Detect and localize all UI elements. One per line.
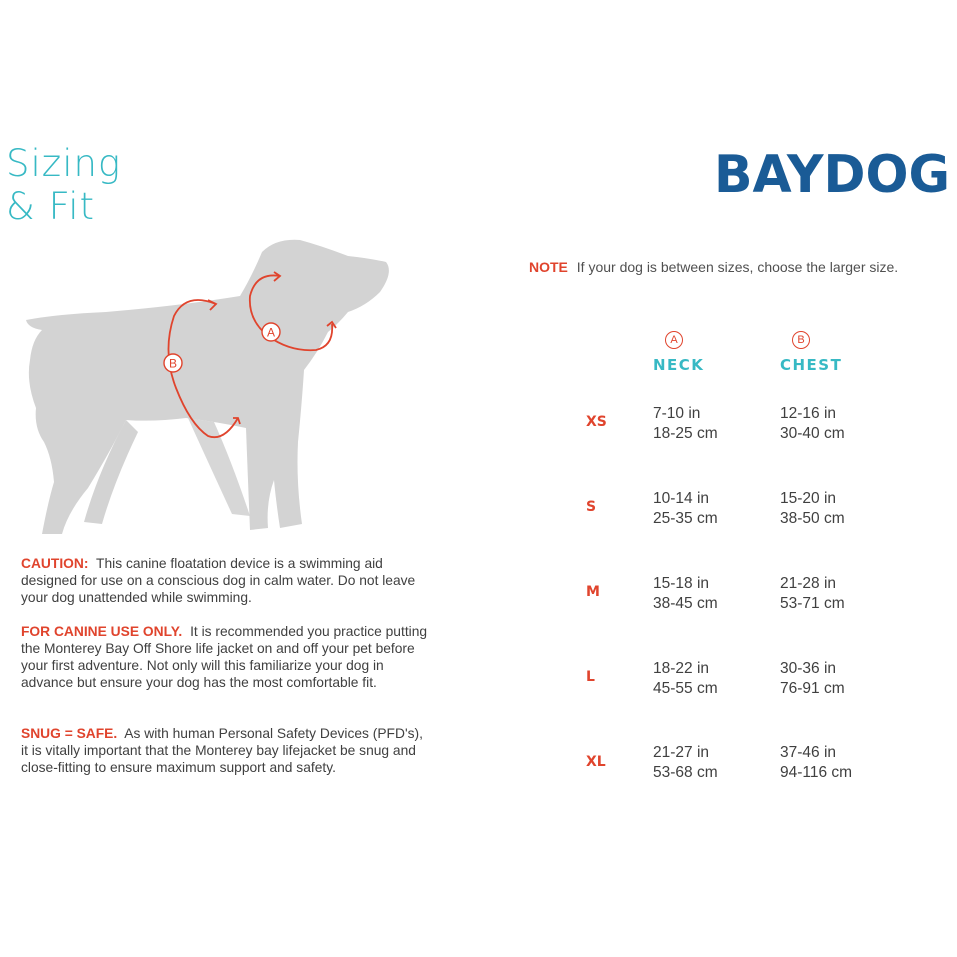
baydog-logo	[714, 146, 952, 200]
canine-use-text: It is recommended you practice putting the Monterey Bay Off Shore life jacket on and off your pet before your first adventure. Not only will this familiarize your dog in advance but ensure your dog has the most comfortable fit.	[21, 624, 428, 690]
neck-xl-in: 21-27 in	[653, 744, 710, 761]
snug-label: SNUG = SAFE.	[21, 726, 118, 741]
canine-use-paragraph	[21, 623, 431, 691]
chest-xl-in: 37-46 in	[780, 744, 837, 761]
marker-b-label: B	[168, 356, 178, 371]
chest-m	[780, 574, 845, 614]
chest-l	[780, 659, 845, 699]
chest-xl-cm: 94-116 cm	[780, 764, 853, 781]
title-line-2: & Fit	[6, 185, 95, 228]
logo-wordmark: BAYDOG	[714, 146, 950, 200]
chest-l-in: 30-36 in	[780, 660, 837, 677]
column-header-chest	[780, 331, 842, 374]
column-header-neck	[653, 331, 704, 374]
neck-l	[653, 659, 718, 699]
size-label-xs: XS	[586, 414, 607, 430]
size-label-l: L	[586, 669, 595, 685]
size-label-xl: XL	[586, 754, 606, 770]
neck-m	[653, 574, 718, 614]
page-title	[6, 142, 121, 228]
chest-xl	[780, 743, 852, 783]
note-text: If your dog is between sizes, choose the larger size.	[576, 259, 899, 275]
neck-xs	[653, 404, 718, 444]
chest-xs	[780, 404, 845, 444]
neck-l-cm: 45-55 cm	[653, 680, 718, 697]
dog-measurement-diagram	[18, 232, 418, 542]
chest-m-in: 21-28 in	[780, 575, 837, 592]
chest-s-cm: 38-50 cm	[780, 510, 845, 527]
size-label-m: M	[586, 584, 600, 600]
caution-label: CAUTION:	[21, 556, 89, 571]
chest-xs-in: 12-16 in	[780, 405, 837, 422]
caution-text: This canine floatation device is a swimming aid designed for use on a conscious dog in calm water. Do not leave your dog unattended while swimming.	[21, 556, 416, 605]
neck-xs-cm: 18-25 cm	[653, 425, 718, 442]
chest-l-cm: 76-91 cm	[780, 680, 845, 697]
neck-m-cm: 38-45 cm	[653, 595, 718, 612]
chest-s-in: 15-20 in	[780, 490, 837, 507]
note-label: NOTE	[529, 259, 568, 275]
chest-s	[780, 489, 845, 529]
title-line-1: Sizing	[6, 142, 122, 185]
neck-xl	[653, 743, 718, 783]
marker-a-label: A	[266, 325, 276, 340]
chest-label: CHEST	[780, 356, 843, 374]
neck-s-cm: 25-35 cm	[653, 510, 718, 527]
chest-m-cm: 53-71 cm	[780, 595, 845, 612]
size-note	[529, 259, 898, 275]
chest-marker: B	[792, 331, 810, 349]
neck-s	[653, 489, 718, 529]
neck-label: NECK	[653, 356, 705, 374]
neck-marker: A	[665, 331, 683, 349]
chest-xs-cm: 30-40 cm	[780, 425, 845, 442]
neck-m-in: 15-18 in	[653, 575, 710, 592]
caution-paragraph	[21, 555, 431, 606]
neck-xs-in: 7-10 in	[653, 405, 701, 422]
dog-silhouette	[26, 240, 389, 534]
neck-l-in: 18-22 in	[653, 660, 710, 677]
canine-use-label: FOR CANINE USE ONLY.	[21, 624, 183, 639]
neck-s-in: 10-14 in	[653, 490, 710, 507]
size-label-s: S	[586, 499, 597, 515]
neck-xl-cm: 53-68 cm	[653, 764, 718, 781]
snug-safe-paragraph	[21, 725, 431, 776]
snug-text: As with human Personal Safety Devices (PFD's), it is vitally important that the Monterey bay lifejacket be snug and close-fitting to ensure maximum support and safety.	[21, 726, 423, 775]
